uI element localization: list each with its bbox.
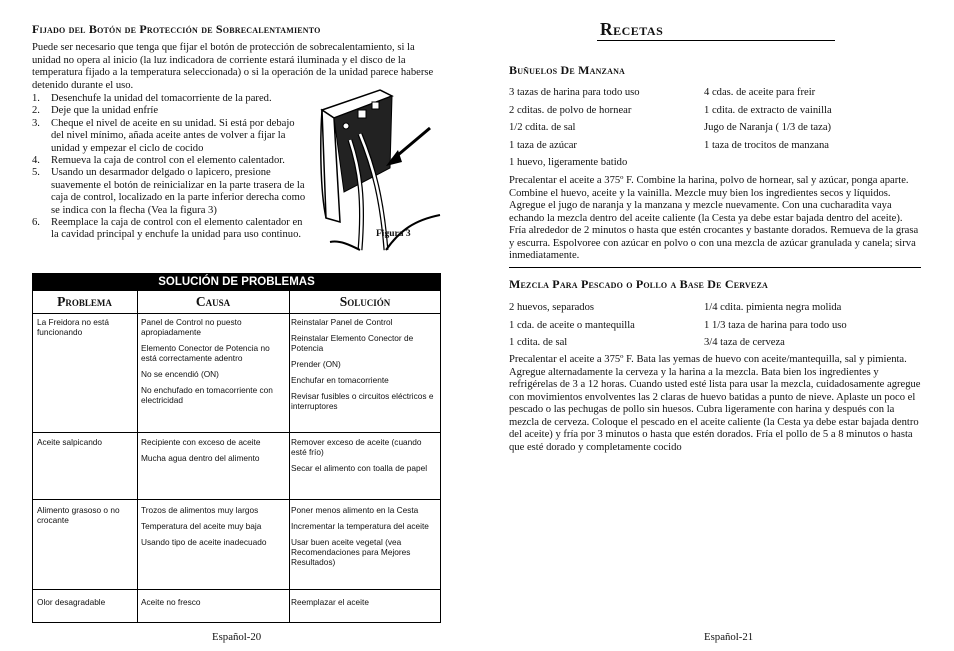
section-title-reset-button: Fijado del Botón de Protección de Sobrecalentamiento [32,22,321,36]
solution-item: Usar buen aceite vegetal (vea Recomendaciones para Mejores Resultados) [291,537,411,567]
step-number: 1. [32,93,40,104]
table-row-2-problem: Aceite salpicando [37,437,103,447]
ingredient: 1 cda. de aceite o mantequilla [509,319,635,331]
header-problem: Problema [57,294,112,309]
table-row-1-causes [141,317,283,411]
page-number-left: Español-20 [212,631,262,643]
title-underline [597,40,835,41]
ingredient: Jugo de Naranja ( 1/3 de taza) [704,122,832,134]
table-row-3-solutions [291,505,437,573]
table-banner: SOLUCIÓN DE PROBLEMAS [32,273,441,291]
cause-item: Usando tipo de aceite inadecuado [141,537,267,547]
intro-paragraph: Puede ser necesario que tenga que fijar el botón de protección de sobrecalentamiento, si la unidad no opera al inicio (la luz indicadora de corriente estará iluminada y el disco de la temperatura fijado a la temperatura seleccionada) o si la operación de la unidad parece haberse detenido durante el uso. [32,42,434,91]
ingredient: 1 huevo, ligeramente batido [509,157,628,169]
table-row-2-solutions [291,437,437,479]
table-row-3-problem: Alimento grasoso o no crocante [37,505,120,525]
cause-item: No enchufado en tomacorriente con electricidad [141,385,273,405]
ingredient: 3/4 taza de cerveza [704,337,785,349]
solution-item: Poner menos alimento en la Cesta [291,505,419,515]
table-row-1-solutions [291,317,437,417]
table-divider [32,499,441,500]
ingredient: 1 cdita. de extracto de vainilla [704,104,832,116]
step-text: Reemplace la caja de control con el elemento calentador en la cavidad principal y enchufe la unidad para uso continuo. [51,217,303,241]
step-number: 4. [32,155,40,167]
step-number: 2. [32,105,40,117]
section-divider [509,267,921,268]
step-number: 5. [32,167,40,179]
step-number: 3. [32,117,40,129]
table-row-4-causes [141,597,283,613]
table-border-left [32,273,33,623]
ingredient: 2 huevos, separados [509,302,595,313]
cause-item: Elemento Conector de Potencia no está correctamente adentro [141,343,270,363]
step-text: Remueva la caja de control con el elemento calentador. [51,155,285,167]
table-col-divider [137,291,138,623]
recipe-2-ingredients-left [509,299,699,352]
recipe-1-title: Buñuelos De Manzana [509,63,626,77]
table-divider [32,589,441,590]
solution-item: Reinstalar Panel de Control [291,317,393,327]
ingredient: 1/2 cdita. de sal [509,122,576,134]
ingredient: 2 cditas. de polvo de hornear [509,104,632,116]
recipe-2-instructions: Precalentar el aceite a 375º F. Bata las yemas de huevo con aceite/mantequilla, sal y pimienta. Agregue alternadamente la cerveza y la harina a la mezcla. Bata bien los ingredientes y refrigérelas de 3 a 12 horas. Cuando usted esté lista para usar la mezcla, cuidadosamente agregue con movimientos envolventes las 2 claras de huevo batidas a punto de nieve. Aplaste un poco el pescado o las pechugas de pollo sin huesos. Cubra ligeramente con harina y después con la mezcla de cerveza. Coloque el pescado en el aceite caliente (la Cesta ya debe estar bajada dentro del aceite) y fría por 3 minutos o hasta que estén dorados. Fría el pollo de 5 a 8 minutos o hasta que esté dorado y completamente cocido [509,354,921,453]
step-item [32,93,307,105]
cause-item: Mucha agua dentro del alimento [141,453,260,463]
cause-item: Trozos de alimentos muy largos [141,505,259,515]
table-divider [32,432,441,433]
table-row-4-problem: Olor desagradable [37,597,106,607]
solution-item: Reemplazar el aceite [291,597,369,607]
figure-3-illustration [300,80,442,255]
table-border-right [440,273,441,623]
recipe-2-title: Mezcla Para Pescado o Pollo a Base De Cerveza [509,277,768,291]
solution-item: Reinstalar Elemento Conector de Potencia [291,333,414,353]
step-item [32,167,307,217]
figure-caption: Figura 3 [376,229,411,239]
solution-item: Incrementar la temperatura del aceite [291,521,429,531]
table-divider [32,313,441,314]
ingredient: 1 taza de trocitos de manzana [704,139,830,151]
control-box-icon [300,80,442,255]
cause-item: No se encendió (ON) [141,369,219,379]
solution-item: Revisar fusibles o circuitos eléctricos e interruptores [291,391,434,411]
step-text: Desenchufe la unidad del tomacorriente de la pared. [51,93,272,104]
solution-item: Prender (ON) [291,359,341,369]
header-cause: Causa [195,294,231,309]
step-item [32,155,307,167]
table-border-top [32,273,441,274]
step-text: Deje que la unidad enfríe [51,105,159,117]
solution-item: Secar el alimento con toalla de papel [291,463,428,473]
steps-list [32,93,307,242]
step-item [32,105,307,117]
cause-item: Aceite no fresco [141,597,201,607]
step-number: 6. [32,217,40,229]
step-text: Usando un desarmador delgado o lapicero, presione suavemente el botón de reinicializar en la parte trasera de la caja de control, localizado en la parte inferior derecha como se indica con la flecha (Vea la figura 3) [51,167,306,216]
ingredient: 1 1/3 taza de harina para todo uso [704,319,847,331]
step-text: Cheque el nivel de aceite en su unidad. Si está por debajo del nivel mínimo, añada aceite antes de volver a fijar la unidad y empezar el ciclo de cocido [51,117,295,154]
step-item [32,217,307,242]
ingredient: 1 cdita. de sal [509,337,568,349]
recipe-1-instructions: Precalentar el aceite a 375º F. Combine la harina, polvo de hornear, sal y azúcar, ponga aparte. Combine el huevo, aceite y la vainilla. Mezcle muy bien los ingredientes secos y líquidos. Agregue el jugo de naranja y la manzana y mezcle nuevamente. Con una cucharadita vaya echando la mezcla dentro del aceite caliente (la Cesta ya debe estar bajada dentro del aceite). Fría alrededor de 2 minutos o hasta que estén crocantes y bastante dorados. Remueva de la grasa y escurra. Espolvoree con azúcar en polvo o con una mezcla de azúcar granulada y canela; sirva inmediatamente. [509,175,919,261]
table-row-1-problem: La Freidora no está funcionando [37,317,109,337]
table-border-bottom [32,622,441,623]
cause-item: Recipiente con exceso de aceite [141,437,261,447]
ingredient: 1 taza de azúcar [509,139,577,151]
ingredient: 3 tazas de harina para todo uso [509,87,640,98]
header-solution: Solución [339,294,391,309]
table-row-3-causes [141,505,283,553]
page-number-right: Español-21 [704,631,754,643]
troubleshooting-table [32,273,441,623]
ingredient: 4 cdas. de aceite para freir [704,87,816,98]
solution-item: Enchufar en tomacorriente [291,375,389,385]
solution-item: Remover exceso de aceite (cuando esté frío) [291,437,422,457]
cause-item: Panel de Control no puesto apropiadamente [141,317,242,337]
recipe-1-ingredients-left [509,84,699,172]
table-col-divider [289,291,290,623]
recipe-1-ingredients-right [704,84,904,154]
recipe-2-ingredients-right [704,299,914,352]
step-item [32,118,307,155]
page-title-recipes: Recetas [600,19,664,39]
table-row-2-causes [141,437,283,469]
ingredient: 1/4 cdita. pimienta negra molida [704,302,842,313]
table-row-4-solutions [291,597,437,613]
cause-item: Temperatura del aceite muy baja [141,521,262,531]
